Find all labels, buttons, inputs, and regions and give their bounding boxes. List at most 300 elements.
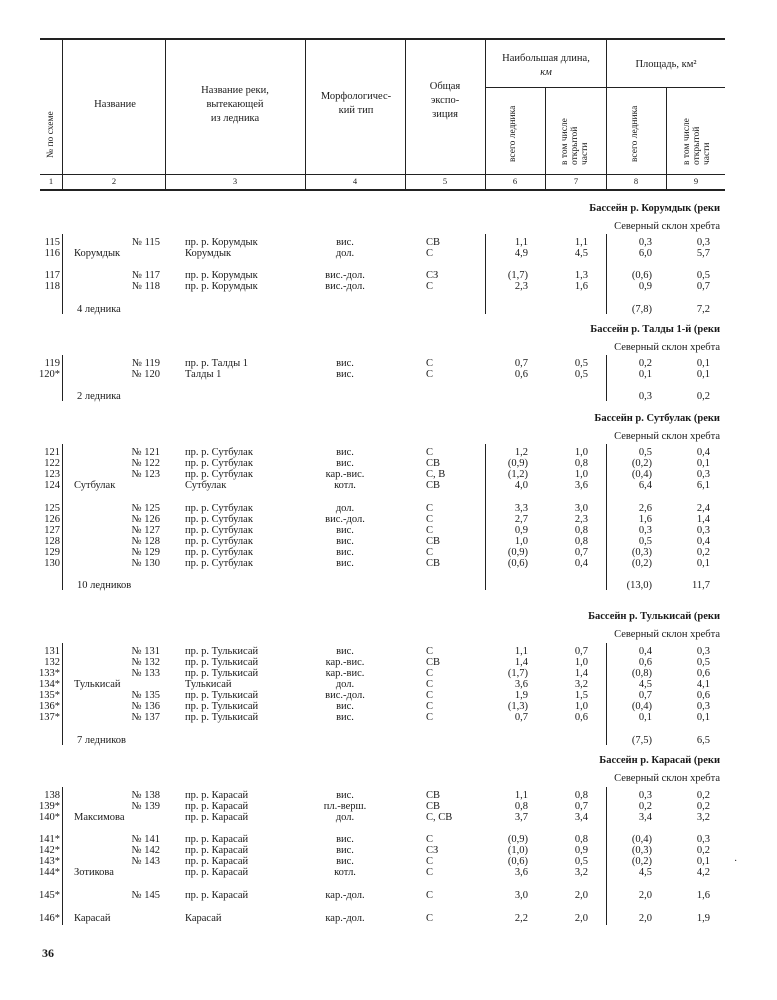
data-col-divider [62, 234, 63, 314]
exposition: С [426, 679, 434, 690]
length-open: 0,8 [574, 536, 588, 547]
scheme-number: 119 [44, 358, 60, 369]
glacier-name: Сутбулак [74, 480, 116, 491]
length-open: 1,1 [574, 237, 588, 248]
area-total: 0,9 [638, 281, 652, 292]
river-name: пр. р. Сутбулак [185, 469, 253, 480]
morph-type: вис.-дол. [325, 270, 365, 281]
area-open: 2,4 [696, 503, 710, 514]
length-open: 3,6 [574, 480, 588, 491]
exposition: СВ [426, 536, 441, 547]
length-open: 0,8 [574, 458, 588, 469]
exposition: СВ [426, 237, 441, 248]
area-total: 0,5 [638, 536, 652, 547]
length-total: (1,7) [507, 270, 528, 281]
exposition: С [426, 668, 434, 679]
table-top-rule [40, 38, 725, 40]
length-total: 0,7 [514, 358, 528, 369]
scheme-number: 118 [44, 281, 60, 292]
scheme-number: 134* [39, 679, 60, 690]
area-open: 0,3 [696, 237, 710, 248]
col-divider [666, 87, 667, 189]
river-name: пр. р. Карасай [185, 834, 249, 845]
scheme-number: 135* [39, 690, 60, 701]
glacier-name: № 130 [131, 558, 160, 569]
header-max-length: Наибольшая длина, км [502, 53, 590, 78]
area-total: (0,3) [631, 845, 652, 856]
area-open: 0,4 [696, 447, 710, 458]
area-open: 0,2 [696, 547, 710, 558]
river-name: пр. р. Карасай [185, 790, 249, 801]
header-area-total: всего ледника [630, 105, 640, 162]
total-area: (13,0) [626, 580, 652, 591]
length-total: 3,6 [514, 867, 528, 878]
length-total: (0,9) [507, 547, 528, 558]
basin-title: Бассейн р. Карасай (реки [599, 755, 720, 766]
data-col-divider [62, 787, 63, 925]
river-name: пр. р. Карасай [185, 890, 249, 901]
header-area: Площадь, км² [635, 59, 697, 70]
total-area: 0,3 [638, 391, 652, 402]
length-open: 3,4 [574, 812, 588, 823]
table-row [0, 812, 777, 823]
area-open: 0,2 [696, 801, 710, 812]
area-open: 0,1 [696, 369, 710, 380]
glacier-name: № 131 [131, 646, 160, 657]
length-open: 4,5 [574, 248, 588, 259]
header-scheme-number: № по схеме [46, 111, 56, 158]
length-open: 0,7 [574, 547, 588, 558]
data-col-divider [606, 444, 607, 590]
morph-type: вис.-дол. [325, 514, 365, 525]
glacier-name: № 129 [131, 547, 160, 558]
length-total: 1,2 [514, 447, 528, 458]
table-row [0, 480, 777, 491]
length-open: 3,2 [574, 867, 588, 878]
glacier-name: № 122 [131, 458, 160, 469]
glacier-name: № 142 [131, 845, 160, 856]
morph-type: вис.-дол. [325, 281, 365, 292]
length-open: 0,9 [574, 845, 588, 856]
area-total: (0,2) [631, 856, 652, 867]
exposition: СВ [426, 790, 441, 801]
area-open: 0,6 [696, 690, 710, 701]
area-total: (0,4) [631, 701, 652, 712]
area-open: 0,1 [696, 358, 710, 369]
river-name: Талды 1 [185, 369, 222, 380]
table-row [0, 525, 777, 536]
exposition: С [426, 514, 434, 525]
header-length-open: в том числе открытой части [560, 118, 590, 165]
slope-title: Северный склон хребта [614, 221, 720, 232]
exposition: С [426, 281, 434, 292]
morph-type: кар.-вис. [325, 668, 365, 679]
length-total: (0,9) [507, 458, 528, 469]
data-col-divider [606, 234, 607, 314]
glacier-name: № 125 [131, 503, 160, 514]
river-name: пр. р. Карасай [185, 845, 249, 856]
river-name: пр. р. Сутбулак [185, 514, 253, 525]
morph-type: вис. [336, 845, 354, 856]
exposition: С [426, 646, 434, 657]
area-open: 0,2 [696, 845, 710, 856]
total-area-open: 11,7 [692, 580, 710, 591]
length-total: (1,7) [507, 668, 528, 679]
table-row [0, 458, 777, 469]
length-total: 3,6 [514, 679, 528, 690]
column-number: 4 [352, 176, 358, 186]
river-name: пр. р. Тулькисай [185, 646, 259, 657]
data-col-divider [485, 444, 486, 590]
river-name: пр. р. Талды 1 [185, 358, 249, 369]
length-total: 1,1 [514, 790, 528, 801]
length-open: 1,5 [574, 690, 588, 701]
length-open: 1,0 [574, 469, 588, 480]
morph-type: вис. [336, 369, 354, 380]
exposition: С, В [426, 469, 446, 480]
area-open: 0,3 [696, 525, 710, 536]
scheme-number: 141* [39, 834, 60, 845]
section-total [0, 391, 777, 402]
table-row [0, 679, 777, 690]
data-col-divider [606, 643, 607, 745]
glacier-name: № 127 [131, 525, 160, 536]
slope-title: Северный склон хребта [614, 773, 720, 784]
area-total: 0,1 [638, 712, 652, 723]
river-name: пр. р. Сутбулак [185, 447, 253, 458]
length-total: 4,9 [514, 248, 528, 259]
morph-type: вис. [336, 237, 354, 248]
col-divider [62, 38, 63, 189]
length-total: 0,9 [514, 525, 528, 536]
length-open: 2,3 [574, 514, 588, 525]
glacier-name: № 141 [131, 834, 160, 845]
scheme-number: 146* [39, 913, 60, 924]
scheme-number: 136* [39, 701, 60, 712]
morph-type: вис.-дол. [325, 690, 365, 701]
exposition: СВ [426, 558, 441, 569]
length-open: 1,0 [574, 701, 588, 712]
glacier-name: № 121 [131, 447, 160, 458]
scheme-number: 133* [39, 668, 60, 679]
length-total: (1,0) [507, 845, 528, 856]
glacier-name: № 143 [131, 856, 160, 867]
area-total: 0,4 [638, 646, 652, 657]
river-name: пр. р. Тулькисай [185, 701, 259, 712]
river-name: пр. р. Сутбулак [185, 458, 253, 469]
scheme-number: 138 [44, 790, 60, 801]
header-bottom-rule [40, 189, 725, 191]
area-open: 0,5 [696, 270, 710, 281]
morph-type: кар.-дол. [325, 890, 365, 901]
scheme-number: 125 [44, 503, 60, 514]
length-total: 2,2 [514, 913, 528, 924]
morph-type: дол. [335, 248, 355, 259]
exposition: С [426, 913, 434, 924]
scheme-number: 140* [39, 812, 60, 823]
length-total: 1,9 [514, 690, 528, 701]
table-row [0, 657, 777, 668]
basin-title: Бассейн р. Тулькисай (реки [588, 611, 720, 622]
data-col-divider [62, 444, 63, 590]
scheme-number: 124 [44, 480, 60, 491]
area-total: (0,3) [631, 547, 652, 558]
length-open: 3,2 [574, 679, 588, 690]
glacier-name: Максимова [74, 812, 125, 823]
exposition: СЗ [426, 270, 439, 281]
length-open: 1,0 [574, 447, 588, 458]
length-open: 0,8 [574, 525, 588, 536]
table-row [0, 834, 777, 845]
col-divider [485, 38, 486, 189]
exposition: С [426, 503, 434, 514]
area-total: 4,5 [638, 867, 652, 878]
slope-title: Северный склон хребта [614, 431, 720, 442]
area-total: 0,7 [638, 690, 652, 701]
col-divider [405, 38, 406, 189]
table-row [0, 845, 777, 856]
scheme-number: 145* [39, 890, 60, 901]
area-open: 1,4 [696, 514, 710, 525]
glacier-name: № 117 [131, 270, 160, 281]
exposition: С [426, 856, 434, 867]
table-row [0, 270, 777, 281]
header-number-rule [40, 174, 725, 175]
area-open: 0,1 [696, 856, 710, 867]
area-total: 0,2 [638, 801, 652, 812]
scheme-number: 128 [44, 536, 60, 547]
length-open: 2,0 [574, 890, 588, 901]
length-open: 0,5 [574, 856, 588, 867]
morph-type: дол. [335, 812, 355, 823]
table-row [0, 856, 777, 867]
col-divider [305, 38, 306, 189]
length-total: 3,7 [514, 812, 528, 823]
length-open: 0,5 [574, 369, 588, 380]
exposition: СВ [426, 480, 441, 491]
river-name: Тулькисай [185, 679, 232, 690]
section-total [0, 304, 777, 315]
river-name: пр. р. Тулькисай [185, 657, 259, 668]
slope-title: Северный склон хребта [614, 629, 720, 640]
table-row [0, 536, 777, 547]
area-total: (0,2) [631, 558, 652, 569]
column-number: 7 [573, 176, 579, 186]
morph-type: вис. [336, 458, 354, 469]
area-total: 2,0 [638, 913, 652, 924]
section-total [0, 580, 777, 591]
area-open: 0,1 [696, 458, 710, 469]
scheme-number: 132 [44, 657, 60, 668]
length-total: (0,6) [507, 856, 528, 867]
area-open: 0,1 [696, 712, 710, 723]
length-total: 2,3 [514, 281, 528, 292]
table-row [0, 690, 777, 701]
header-area-open: в том числе открытой части [682, 118, 712, 165]
area-total: (0,6) [631, 270, 652, 281]
column-number: 3 [232, 176, 238, 186]
glacier-name: Зотикова [74, 867, 114, 878]
table-row [0, 547, 777, 558]
area-total: 0,3 [638, 525, 652, 536]
glacier-name: № 145 [131, 890, 160, 901]
morph-type: пл.-верш. [323, 801, 367, 812]
table-row [0, 701, 777, 712]
river-name: Корумдык [185, 248, 232, 259]
col-divider [606, 38, 607, 189]
area-open: 1,9 [696, 913, 710, 924]
basin-title: Бассейн р. Корумдык (реки [589, 203, 720, 214]
morph-type: вис. [336, 536, 354, 547]
page-number: 36 [42, 946, 54, 960]
table-row [0, 514, 777, 525]
length-open: 1,0 [574, 657, 588, 668]
area-open: 4,1 [696, 679, 710, 690]
morph-type: вис. [336, 834, 354, 845]
scheme-number: 144* [39, 867, 60, 878]
area-total: 0,2 [638, 358, 652, 369]
scheme-number: 129 [44, 547, 60, 558]
river-name: пр. р. Сутбулак [185, 503, 253, 514]
table-row [0, 712, 777, 723]
exposition: СВ [426, 801, 441, 812]
morph-type: вис. [336, 547, 354, 558]
exposition: СЗ [426, 845, 439, 856]
table-row [0, 790, 777, 801]
basin-title: Бассейн р. Талды 1-й (реки [590, 324, 720, 335]
header-river: Название реки, вытекающей из ледника [201, 85, 269, 124]
total-label: 7 ледников [77, 735, 126, 746]
table-row [0, 801, 777, 812]
length-total: (1,3) [507, 701, 528, 712]
length-open: 0,8 [574, 834, 588, 845]
glacier-name: № 139 [131, 801, 160, 812]
scheme-number: 142* [39, 845, 60, 856]
header-morph-type: Морфологичес- кий тип [320, 91, 392, 116]
length-open: 1,4 [574, 668, 588, 679]
morph-type: вис. [336, 646, 354, 657]
river-name: пр. р. Сутбулак [185, 525, 253, 536]
scheme-number: 126 [44, 514, 60, 525]
table-row [0, 358, 777, 369]
exposition: С [426, 358, 434, 369]
morph-type: дол. [335, 503, 355, 514]
area-open: 0,6 [696, 668, 710, 679]
exposition: С [426, 248, 434, 259]
exposition: С, СВ [426, 812, 453, 823]
section-total [0, 735, 777, 746]
morph-type: котл. [334, 480, 356, 491]
river-name: Карасай [185, 913, 222, 924]
data-col-divider [606, 355, 607, 401]
morph-type: вис. [336, 790, 354, 801]
col-divider [165, 38, 166, 189]
length-open: 1,3 [574, 270, 588, 281]
exposition: С [426, 369, 434, 380]
exposition: С [426, 447, 434, 458]
column-number: 9 [693, 176, 699, 186]
exposition: С [426, 547, 434, 558]
length-open: 0,7 [574, 801, 588, 812]
scheme-number: 143* [39, 856, 60, 867]
area-total: 4,5 [638, 679, 652, 690]
length-total: 1,4 [514, 657, 528, 668]
area-total: (0,4) [631, 834, 652, 845]
area-total: 6,0 [638, 248, 652, 259]
header-name: Название [94, 99, 136, 110]
column-number: 8 [633, 176, 639, 186]
river-name: пр. р. Карасай [185, 856, 249, 867]
length-total: 0,8 [514, 801, 528, 812]
subheader-rule [485, 87, 725, 88]
area-open: 0,3 [696, 469, 710, 480]
table-row [0, 447, 777, 458]
table-row [0, 890, 777, 901]
area-total: 3,4 [638, 812, 652, 823]
length-total: 2,7 [514, 514, 528, 525]
glacier-name: № 128 [131, 536, 160, 547]
area-total: (0,4) [631, 469, 652, 480]
basin-title: Бассейн р. Сутбулак (реки [594, 413, 720, 424]
exposition: СВ [426, 458, 441, 469]
exposition: С [426, 712, 434, 723]
area-open: 0,3 [696, 834, 710, 845]
length-total: 1,1 [514, 646, 528, 657]
area-total: 0,5 [638, 447, 652, 458]
glacier-name: № 135 [131, 690, 160, 701]
length-open: 0,6 [574, 712, 588, 723]
glacier-name: № 126 [131, 514, 160, 525]
total-area: (7,8) [631, 304, 652, 315]
glacier-name: № 136 [131, 701, 160, 712]
morph-type: вис. [336, 525, 354, 536]
table-row [0, 369, 777, 380]
table-row [0, 913, 777, 924]
length-open: 0,7 [574, 646, 588, 657]
length-total: 0,7 [514, 712, 528, 723]
area-open: 0,7 [696, 281, 710, 292]
length-open: 2,0 [574, 913, 588, 924]
exposition: СВ [426, 657, 441, 668]
length-total: 0,6 [514, 369, 528, 380]
morph-type: кар.-вис. [325, 469, 365, 480]
area-open: 5,7 [696, 248, 710, 259]
area-total: 6,4 [638, 480, 652, 491]
total-area-open: 0,2 [696, 391, 710, 402]
morph-type: вис. [336, 712, 354, 723]
area-open: 6,1 [696, 480, 710, 491]
scheme-number: 123 [44, 469, 60, 480]
table-row [0, 469, 777, 480]
river-name: пр. р. Тулькисай [185, 712, 259, 723]
column-number: 5 [442, 176, 448, 186]
data-col-divider [606, 787, 607, 925]
morph-type: кар.-дол. [325, 913, 365, 924]
glacier-name: № 118 [131, 281, 160, 292]
table-row [0, 558, 777, 569]
exposition: С [426, 890, 434, 901]
area-open: 0,1 [696, 558, 710, 569]
exposition: С [426, 701, 434, 712]
length-total: 3,0 [514, 890, 528, 901]
glacier-name: Корумдык [74, 248, 121, 259]
length-open: 0,8 [574, 790, 588, 801]
area-open: 0,4 [696, 536, 710, 547]
scheme-number: 131 [44, 646, 60, 657]
area-total: (0,8) [631, 668, 652, 679]
scheme-number: 139* [39, 801, 60, 812]
area-total: 2,0 [638, 890, 652, 901]
